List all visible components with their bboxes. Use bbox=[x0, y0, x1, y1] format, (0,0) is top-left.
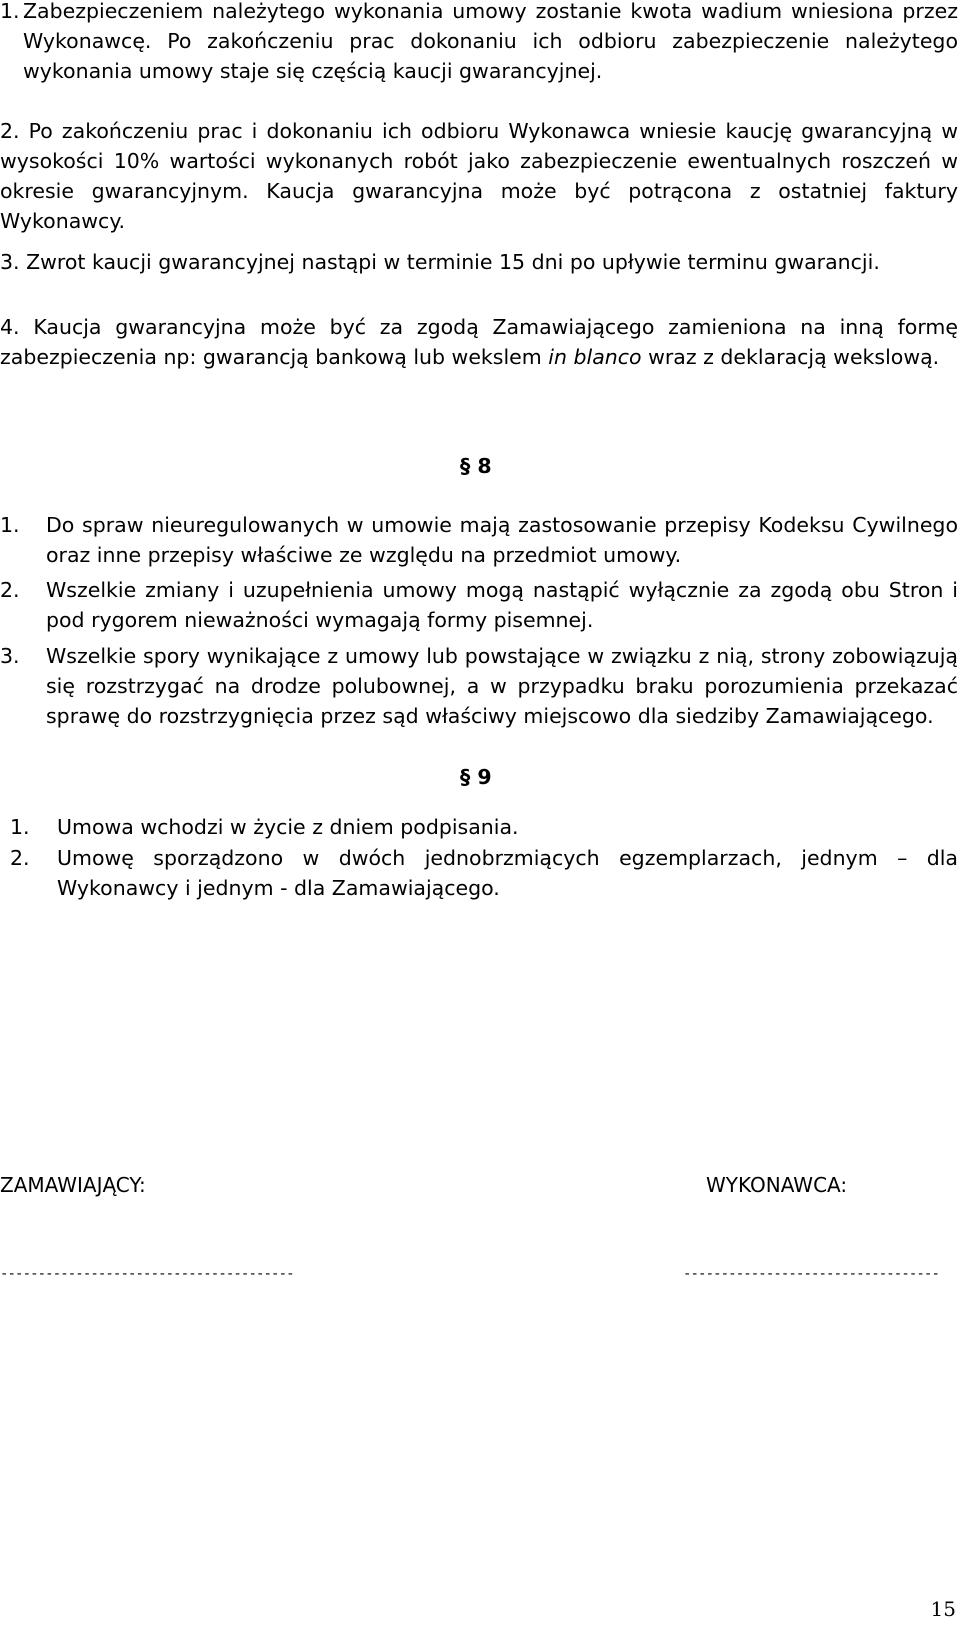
list-item bbox=[0, 247, 958, 277]
signature-line-buyer: --------------------------------------- bbox=[0, 1266, 294, 1282]
list-item bbox=[0, 312, 958, 372]
list-item bbox=[0, 812, 958, 842]
page-number: 15 bbox=[930, 1597, 956, 1621]
item-text: Zwrot kaucji gwarancyjnej nastąpi w terminie 15 dni po upływie terminu gwarancji. bbox=[26, 250, 880, 274]
list-item bbox=[0, 641, 958, 731]
item-number: 1. bbox=[0, 0, 20, 23]
item-text: Umowę sporządzono w dwóch jednobrzmiących egzemplarzach, jednym – dla Wykonawcy i jednym - dla Zamawiającego. bbox=[57, 846, 958, 900]
item-number: 3. bbox=[0, 644, 20, 668]
signature-line-contractor: ---------------------------------- bbox=[683, 1266, 939, 1282]
item-text: Wszelkie zmiany i uzupełnienia umowy mogą nastąpić wyłącznie za zgodą obu Stron i pod rygorem nieważności wymagają formy pisemnej. bbox=[46, 578, 958, 632]
list-item bbox=[0, 0, 958, 86]
item-number: 1. bbox=[0, 513, 20, 537]
item-text: wraz z deklaracją wekslową. bbox=[641, 345, 940, 369]
list-item bbox=[0, 510, 958, 570]
section-heading-9: § 9 bbox=[460, 765, 492, 789]
item-text: Umowa wchodzi w życie z dniem podpisania. bbox=[57, 815, 519, 839]
item-number: 2. bbox=[0, 119, 20, 143]
item-text-italic: in blanco bbox=[548, 345, 642, 369]
item-text: Wszelkie spory wynikające z umowy lub powstające w związku z nią, strony zobowiązują się rozstrzygać na drodze polubownej, a w przypadku braku porozumienia przekazać sprawę do rozstrzygnięcia przez sąd właściwy miejscowo dla siedziby Zamawiającego. bbox=[46, 644, 958, 728]
item-number: 2. bbox=[10, 846, 30, 870]
item-text: Zabezpieczeniem należytego wykonania umowy zostanie kwota wadium wniesiona przez Wykonawcę. Po zakończeniu prac dokonaniu ich odbioru zabezpieczenie należytego wykonania umowy staje się częścią kaucji gwarancyjnej. bbox=[23, 0, 958, 83]
item-number: 1. bbox=[10, 815, 30, 839]
list-item bbox=[0, 116, 958, 236]
item-text: Do spraw nieuregulowanych w umowie mają zastosowanie przepisy Kodeksu Cywilnego oraz inne przepisy właściwe ze względu na przedmiot umowy. bbox=[46, 513, 958, 567]
item-number: 4. bbox=[0, 315, 20, 339]
list-item bbox=[0, 575, 958, 635]
signature-label-buyer: ZAMAWIAJĄCY: bbox=[0, 1173, 146, 1197]
section-heading-8: § 8 bbox=[460, 454, 492, 478]
item-number: 3. bbox=[0, 250, 20, 274]
list-item bbox=[0, 843, 958, 903]
item-number: 2. bbox=[0, 578, 20, 602]
signature-label-contractor: WYKONAWCA: bbox=[706, 1173, 848, 1197]
item-text: Po zakończeniu prac i dokonaniu ich odbioru Wykonawca wniesie kaucję gwarancyjną w wysokości 10% wartości wykonanych robót jako zabezpieczenie ewentualnych roszczeń w okresie gwarancyjnym. Kaucja gwarancyjna może być potrącona z ostatniej faktury Wykonawcy. bbox=[0, 119, 958, 233]
item-text: Kaucja gwarancyjna może być za zgodą Zamawiającego zamieniona na inną formę zabezpieczenia np: gwarancją bankową lub wekslem bbox=[0, 315, 958, 369]
